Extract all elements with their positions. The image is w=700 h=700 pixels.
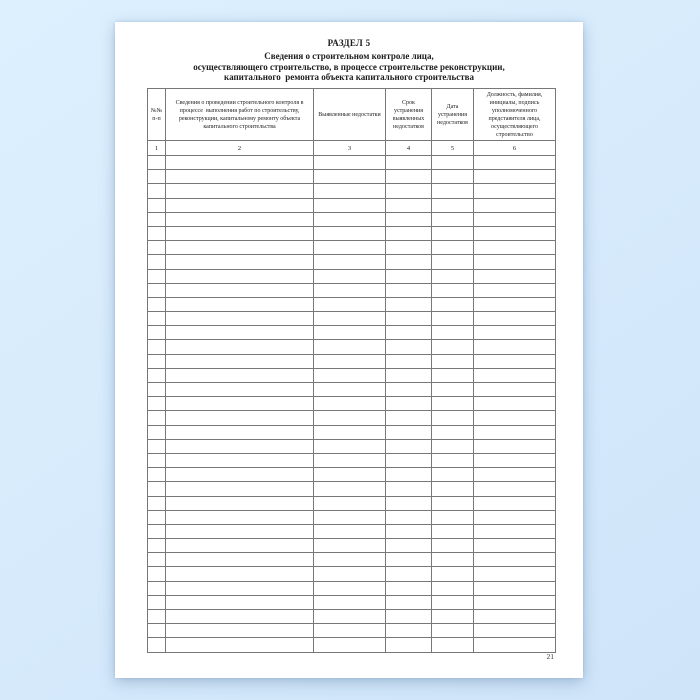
empty-cell [166, 368, 314, 382]
empty-cell [166, 283, 314, 297]
empty-cell [386, 326, 432, 340]
empty-cell [314, 482, 386, 496]
empty-cell [474, 383, 556, 397]
empty-cell [166, 524, 314, 538]
empty-row [148, 439, 556, 453]
empty-cell [148, 297, 166, 311]
empty-cell [432, 226, 474, 240]
empty-cell [474, 283, 556, 297]
empty-cell [314, 326, 386, 340]
empty-cell [432, 283, 474, 297]
empty-cell [314, 354, 386, 368]
empty-cell [432, 312, 474, 326]
empty-cell [474, 226, 556, 240]
empty-cell [474, 397, 556, 411]
empty-cell [474, 482, 556, 496]
empty-cell [148, 524, 166, 538]
empty-cell [148, 156, 166, 170]
empty-row [148, 326, 556, 340]
empty-cell [148, 553, 166, 567]
column-header-identified-defects: Выявленные недостатки [314, 89, 386, 141]
empty-cell [148, 539, 166, 553]
empty-cell [432, 638, 474, 652]
column-number-4: 4 [386, 141, 432, 156]
empty-cell [148, 226, 166, 240]
empty-row [148, 595, 556, 609]
empty-cell [166, 439, 314, 453]
empty-cell [314, 567, 386, 581]
empty-cell [432, 297, 474, 311]
empty-cell [314, 226, 386, 240]
empty-cell [432, 269, 474, 283]
empty-cell [432, 212, 474, 226]
empty-row [148, 496, 556, 510]
empty-cell [314, 269, 386, 283]
document-page [115, 22, 583, 678]
empty-cell [386, 567, 432, 581]
empty-cell [166, 567, 314, 581]
empty-cell [148, 212, 166, 226]
empty-cell [386, 226, 432, 240]
empty-row [148, 453, 556, 467]
empty-row [148, 269, 556, 283]
empty-cell [314, 496, 386, 510]
document-header [115, 38, 583, 83]
empty-cell [166, 383, 314, 397]
empty-cell [314, 595, 386, 609]
empty-cell [314, 638, 386, 652]
empty-cell [432, 468, 474, 482]
empty-cell [166, 539, 314, 553]
empty-cell [166, 610, 314, 624]
construction-control-table [147, 88, 556, 653]
empty-cell [314, 439, 386, 453]
empty-row [148, 567, 556, 581]
empty-cell [314, 539, 386, 553]
empty-cell [314, 184, 386, 198]
empty-row [148, 312, 556, 326]
empty-cell [386, 212, 432, 226]
empty-cell [148, 354, 166, 368]
empty-cell [474, 553, 556, 567]
empty-cell [166, 241, 314, 255]
column-header-control-info: Сведения о проведении строительного контроля в процессе выполнения работ по строительству, реконструкции, капитальному ремонту объекта капитального строительства [166, 89, 314, 141]
empty-cell [432, 255, 474, 269]
empty-cell [314, 610, 386, 624]
empty-cell [314, 581, 386, 595]
empty-cell [432, 553, 474, 567]
empty-cell [166, 226, 314, 240]
subtitle-line-2: осуществляющего строительство, в процессе строительстве реконструкции, [193, 61, 505, 72]
empty-cell [432, 340, 474, 354]
empty-cell [386, 624, 432, 638]
column-header-elimination-date: Дата устранения недостатков [432, 89, 474, 141]
empty-cell [386, 524, 432, 538]
empty-cell [166, 411, 314, 425]
empty-cell [474, 510, 556, 524]
empty-cell [386, 425, 432, 439]
empty-cell [314, 624, 386, 638]
empty-cell [432, 184, 474, 198]
empty-cell [166, 581, 314, 595]
empty-cell [148, 283, 166, 297]
empty-cell [314, 198, 386, 212]
empty-cell [432, 595, 474, 609]
empty-row [148, 241, 556, 255]
empty-cell [474, 468, 556, 482]
empty-cell [148, 241, 166, 255]
empty-cell [474, 539, 556, 553]
empty-row [148, 283, 556, 297]
empty-cell [314, 411, 386, 425]
empty-cell [432, 198, 474, 212]
empty-cell [166, 269, 314, 283]
empty-cell [432, 368, 474, 382]
empty-cell [314, 510, 386, 524]
empty-row [148, 539, 556, 553]
empty-row [148, 581, 556, 595]
empty-cell [166, 510, 314, 524]
empty-cell [314, 397, 386, 411]
empty-row [148, 425, 556, 439]
empty-cell [432, 170, 474, 184]
empty-cell [314, 453, 386, 467]
empty-cell [474, 156, 556, 170]
empty-row [148, 255, 556, 269]
empty-cell [386, 453, 432, 467]
empty-cell [148, 368, 166, 382]
empty-cell [166, 156, 314, 170]
empty-cell [166, 397, 314, 411]
empty-cell [386, 496, 432, 510]
empty-row [148, 156, 556, 170]
empty-cell [166, 624, 314, 638]
empty-cell [386, 198, 432, 212]
empty-cell [166, 312, 314, 326]
column-number-3: 3 [314, 141, 386, 156]
empty-cell [474, 439, 556, 453]
empty-cell [148, 170, 166, 184]
empty-cell [474, 567, 556, 581]
empty-cell [148, 383, 166, 397]
column-number-6: 6 [474, 141, 556, 156]
empty-cell [314, 156, 386, 170]
empty-cell [166, 482, 314, 496]
empty-cell [474, 610, 556, 624]
column-numbers-row [148, 141, 556, 156]
empty-row [148, 610, 556, 624]
empty-row [148, 397, 556, 411]
empty-cell [386, 510, 432, 524]
empty-row [148, 368, 556, 382]
empty-cell [432, 524, 474, 538]
column-number-5: 5 [432, 141, 474, 156]
empty-cell [148, 397, 166, 411]
empty-cell [386, 368, 432, 382]
empty-cell [386, 468, 432, 482]
empty-cell [474, 368, 556, 382]
empty-cell [314, 255, 386, 269]
empty-cell [386, 269, 432, 283]
empty-cell [148, 326, 166, 340]
empty-cell [148, 255, 166, 269]
empty-cell [432, 425, 474, 439]
empty-cell [166, 212, 314, 226]
empty-cell [474, 184, 556, 198]
empty-cell [148, 581, 166, 595]
empty-cell [474, 354, 556, 368]
empty-cell [386, 170, 432, 184]
empty-cell [432, 354, 474, 368]
empty-cell [432, 567, 474, 581]
empty-row [148, 340, 556, 354]
empty-cell [386, 354, 432, 368]
empty-cell [148, 425, 166, 439]
empty-cell [148, 184, 166, 198]
empty-cell [148, 496, 166, 510]
empty-cell [432, 624, 474, 638]
empty-cell [432, 610, 474, 624]
empty-cell [474, 255, 556, 269]
empty-cell [474, 198, 556, 212]
empty-cell [474, 212, 556, 226]
empty-cell [474, 312, 556, 326]
empty-cell [386, 581, 432, 595]
empty-cell [166, 425, 314, 439]
empty-cell [432, 156, 474, 170]
empty-row [148, 411, 556, 425]
empty-cell [474, 581, 556, 595]
empty-cell [386, 283, 432, 297]
empty-cell [386, 255, 432, 269]
empty-cell [148, 482, 166, 496]
empty-cell [432, 241, 474, 255]
empty-cell [474, 297, 556, 311]
empty-cell [386, 482, 432, 496]
empty-cell [166, 340, 314, 354]
empty-cell [166, 468, 314, 482]
empty-cell [166, 638, 314, 652]
empty-cell [148, 610, 166, 624]
empty-cell [148, 312, 166, 326]
empty-cell [386, 184, 432, 198]
empty-cell [432, 383, 474, 397]
empty-row [148, 184, 556, 198]
empty-cell [386, 553, 432, 567]
empty-cell [474, 241, 556, 255]
empty-cell [314, 241, 386, 255]
empty-cell [474, 269, 556, 283]
empty-cell [386, 397, 432, 411]
document-subtitle [115, 51, 583, 83]
empty-cell [148, 269, 166, 283]
empty-cell [474, 326, 556, 340]
empty-cell [314, 524, 386, 538]
empty-cell [474, 624, 556, 638]
empty-cell [474, 496, 556, 510]
empty-cell [474, 425, 556, 439]
empty-cell [386, 539, 432, 553]
empty-cell [386, 411, 432, 425]
empty-cell [386, 241, 432, 255]
empty-cell [386, 340, 432, 354]
empty-cell [386, 610, 432, 624]
empty-row [148, 383, 556, 397]
empty-cell [432, 326, 474, 340]
empty-cell [148, 567, 166, 581]
empty-cell [148, 638, 166, 652]
empty-row [148, 226, 556, 240]
empty-cell [166, 184, 314, 198]
empty-cell [432, 453, 474, 467]
empty-cell [148, 411, 166, 425]
empty-cell [166, 326, 314, 340]
column-number-2: 2 [166, 141, 314, 156]
empty-cell [148, 510, 166, 524]
section-title: РАЗДЕЛ 5 [327, 38, 371, 48]
empty-row [148, 553, 556, 567]
empty-cell [148, 624, 166, 638]
empty-row [148, 198, 556, 212]
empty-cell [314, 170, 386, 184]
empty-cell [166, 595, 314, 609]
empty-cell [474, 170, 556, 184]
empty-cell [166, 354, 314, 368]
empty-cell [432, 397, 474, 411]
empty-row [148, 638, 556, 652]
empty-cell [386, 297, 432, 311]
empty-cell [314, 212, 386, 226]
empty-cell [148, 340, 166, 354]
empty-cell [314, 297, 386, 311]
empty-cell [474, 638, 556, 652]
empty-cell [432, 482, 474, 496]
empty-cell [166, 297, 314, 311]
empty-cell [166, 553, 314, 567]
empty-row [148, 297, 556, 311]
empty-cell [314, 368, 386, 382]
empty-cell [166, 496, 314, 510]
empty-row [148, 170, 556, 184]
empty-cell [474, 453, 556, 467]
column-header-row-number: №№ п-п [148, 89, 166, 141]
empty-cell [386, 439, 432, 453]
empty-cell [432, 439, 474, 453]
empty-cell [314, 283, 386, 297]
empty-row [148, 354, 556, 368]
empty-cell [386, 595, 432, 609]
column-number-1: 1 [148, 141, 166, 156]
subtitle-line-1: Сведения о строительном контроле лица, [264, 51, 434, 61]
empty-cell [148, 198, 166, 212]
empty-cell [386, 312, 432, 326]
empty-cell [314, 425, 386, 439]
empty-cell [314, 340, 386, 354]
empty-row [148, 524, 556, 538]
empty-row [148, 624, 556, 638]
empty-cell [148, 468, 166, 482]
empty-cell [314, 312, 386, 326]
empty-cell [148, 453, 166, 467]
empty-row [148, 468, 556, 482]
column-header-representative-signature: Должность, фамилия, инициалы, подпись уполномоченного представителя лица, осуществляющего строительство [474, 89, 556, 141]
empty-cell [314, 383, 386, 397]
empty-cell [474, 524, 556, 538]
empty-cell [148, 439, 166, 453]
empty-cell [474, 595, 556, 609]
empty-cell [166, 255, 314, 269]
empty-cell [474, 340, 556, 354]
empty-cell [432, 496, 474, 510]
empty-cell [432, 510, 474, 524]
page-number: 21 [546, 652, 554, 661]
empty-cell [386, 638, 432, 652]
empty-row [148, 212, 556, 226]
empty-row [148, 482, 556, 496]
empty-cell [386, 156, 432, 170]
empty-cell [432, 411, 474, 425]
empty-cell [474, 411, 556, 425]
subtitle-line-3: капитального ремонта объекта капитального строительства [224, 72, 474, 82]
empty-cell [166, 170, 314, 184]
empty-cell [166, 198, 314, 212]
empty-cell [148, 595, 166, 609]
empty-cell [386, 383, 432, 397]
table-header-row [148, 89, 556, 141]
empty-cell [432, 539, 474, 553]
column-header-deadline: Срок устранения выявленных недостатков [386, 89, 432, 141]
empty-cell [314, 468, 386, 482]
empty-row [148, 510, 556, 524]
empty-cell [432, 581, 474, 595]
empty-cell [314, 553, 386, 567]
empty-cell [166, 453, 314, 467]
